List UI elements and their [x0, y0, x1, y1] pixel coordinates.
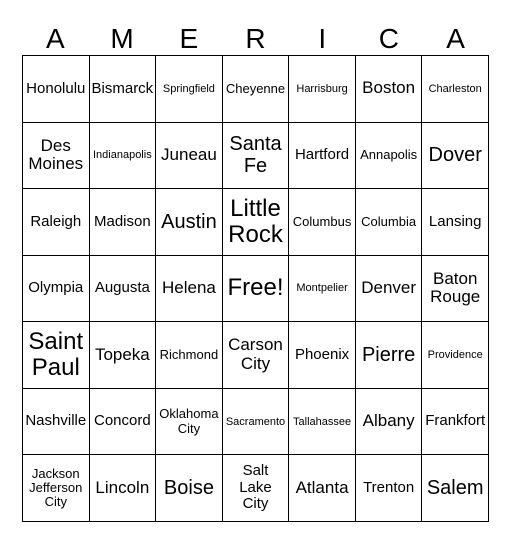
bingo-cell: Richmond	[156, 322, 223, 389]
bingo-cell: Columbus	[289, 189, 356, 256]
bingo-cell: Nashville	[23, 389, 90, 456]
bingo-cell: Annapolis	[356, 123, 423, 190]
bingo-cell: Springfield	[156, 56, 223, 123]
bingo-cell: Augusta	[90, 256, 157, 323]
header-letter-a: A	[46, 23, 65, 54]
bingo-cell: Madison	[90, 189, 157, 256]
bingo-cell: Jackson Jefferson City	[23, 455, 90, 522]
bingo-cell: Denver	[356, 256, 423, 323]
bingo-cell: Pierre	[356, 322, 423, 389]
bingo-cell: Lansing	[422, 189, 489, 256]
header-letter-m: M	[110, 23, 134, 54]
bingo-cell: Indianapolis	[90, 123, 157, 190]
bingo-cell: Olympia	[23, 256, 90, 323]
bingo-cell: Des Moines	[23, 123, 90, 190]
bingo-cell: Hartford	[289, 123, 356, 190]
bingo-cell: Salem	[422, 455, 489, 522]
bingo-cell: Albany	[356, 389, 423, 456]
bingo-cell: Cheyenne	[223, 56, 290, 123]
bingo-cell: Honolulu	[23, 56, 90, 123]
bingo-header	[22, 22, 489, 56]
header-letter-e: E	[179, 23, 199, 54]
bingo-cell: Little Rock	[223, 189, 290, 256]
bingo-cell: Oklahoma City	[156, 389, 223, 456]
bingo-cell: Frankfort	[422, 389, 489, 456]
bingo-cell: Topeka	[90, 322, 157, 389]
bingo-cell: Baton Rouge	[422, 256, 489, 323]
bingo-cell: Austin	[156, 189, 223, 256]
bingo-cell: Concord	[90, 389, 157, 456]
bingo-cell: Salt Lake City	[223, 455, 290, 522]
bingo-cell: Dover	[422, 123, 489, 190]
header-letter-i: I	[318, 23, 327, 54]
bingo-cell: Columbia	[356, 189, 423, 256]
bingo-cell: Raleigh	[23, 189, 90, 256]
bingo-card	[22, 55, 489, 522]
bingo-cell: Sacramento	[223, 389, 290, 456]
bingo-cell: Atlanta	[289, 455, 356, 522]
bingo-cell: Montpelier	[289, 256, 356, 323]
bingo-cell: Lincoln	[90, 455, 157, 522]
bingo-cell: Phoenix	[289, 322, 356, 389]
header-letter-c: C	[378, 23, 400, 54]
bingo-cell: Boston	[356, 56, 423, 123]
bingo-cell: Tallahassee	[289, 389, 356, 456]
bingo-cell: Charleston	[422, 56, 489, 123]
bingo-cell: Saint Paul	[23, 322, 90, 389]
bingo-cell: Harrisburg	[289, 56, 356, 123]
bingo-cell: Providence	[422, 322, 489, 389]
bingo-cell: Helena	[156, 256, 223, 323]
bingo-cell: Santa Fe	[223, 123, 290, 190]
header-letter-r: R	[245, 23, 266, 54]
bingo-cell: Boise	[156, 455, 223, 522]
bingo-cell: Trenton	[356, 455, 423, 522]
free-space: Free!	[223, 256, 290, 323]
bingo-cell: Carson City	[223, 322, 290, 389]
header-letter-a-2: A	[446, 23, 465, 54]
bingo-cell: Bismarck	[90, 56, 157, 123]
bingo-cell: Juneau	[156, 123, 223, 190]
